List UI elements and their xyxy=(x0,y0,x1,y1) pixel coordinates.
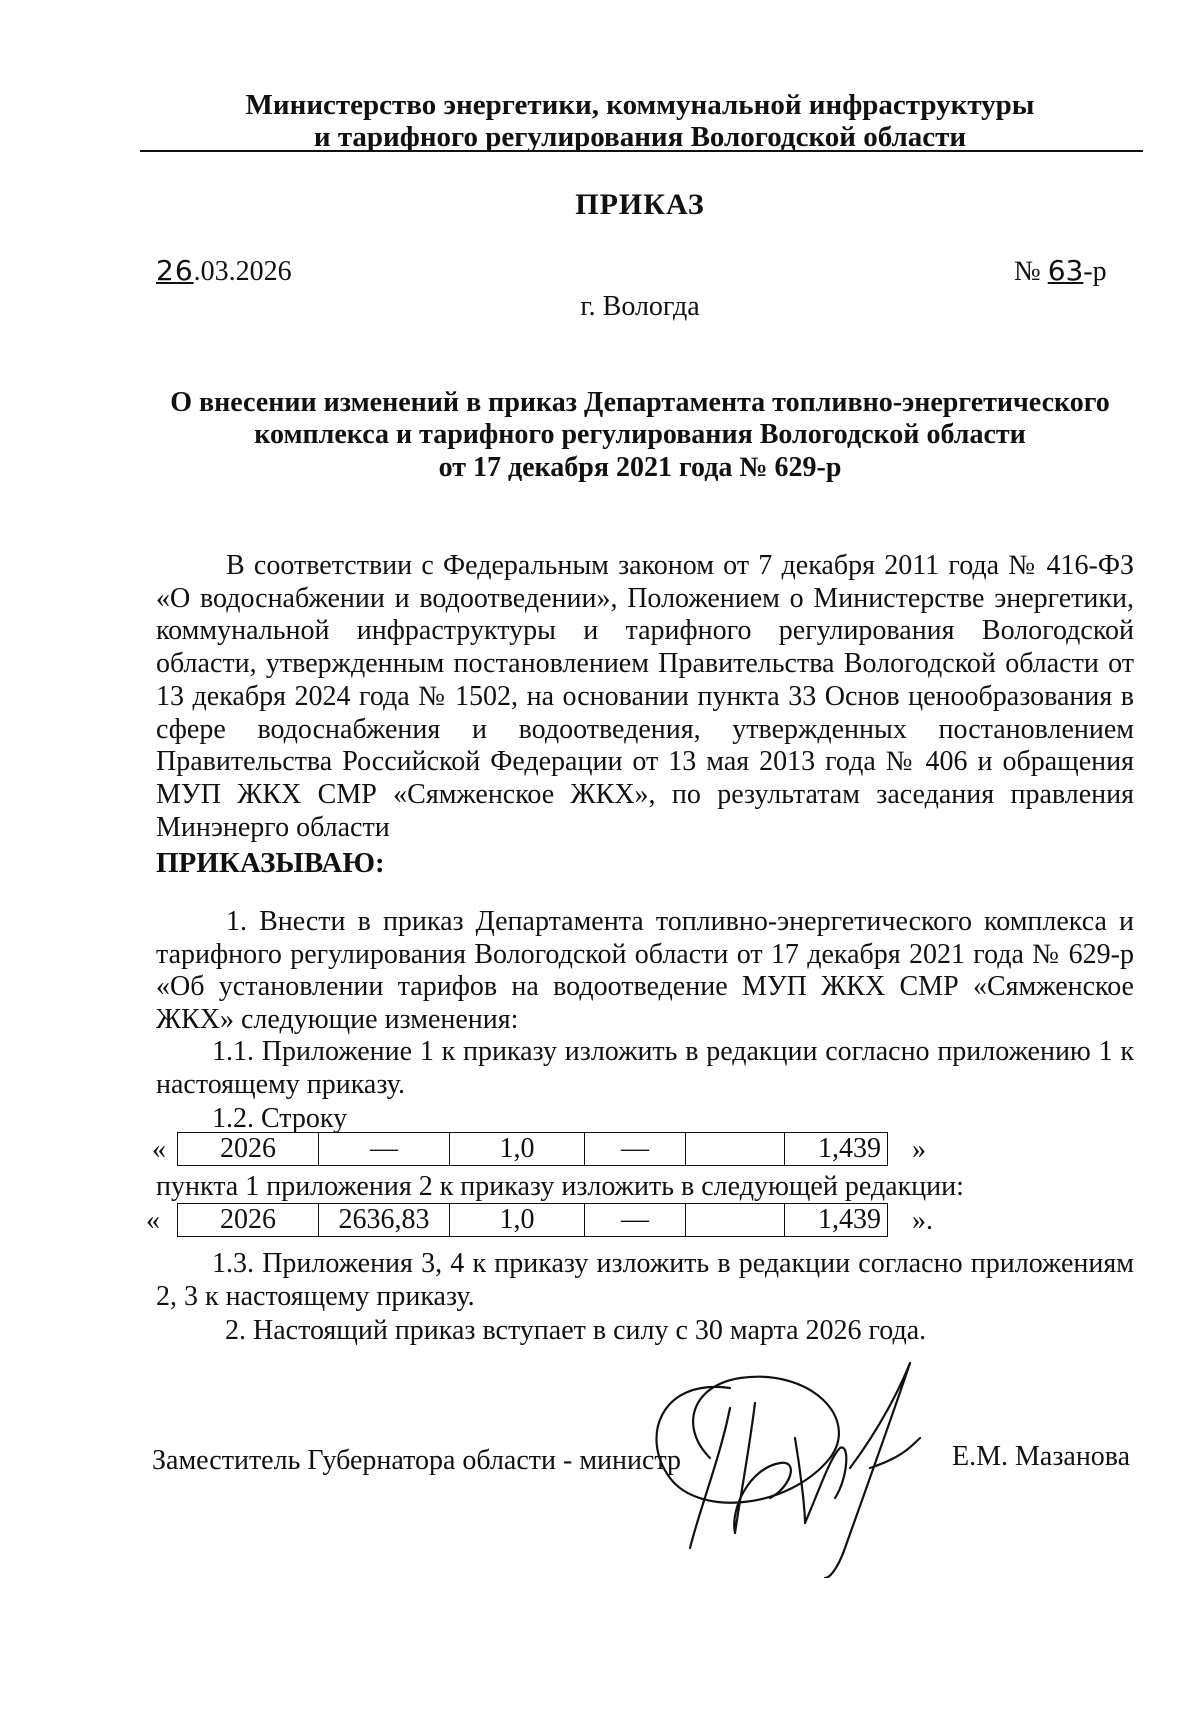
row-new-cell-6: 1,439 xyxy=(785,1204,888,1237)
row-new-open-quote: « xyxy=(146,1205,160,1236)
document-type-title: ПРИКАЗ xyxy=(575,188,705,221)
number-suffix: -р xyxy=(1083,256,1107,287)
signatory-name: Е.М. Мазанова xyxy=(952,1441,1131,1472)
document-number xyxy=(1014,254,1107,288)
row-new-cell-5 xyxy=(686,1204,785,1237)
row-old-cell-5 xyxy=(686,1133,785,1166)
row-old-cell-year: 2026 xyxy=(178,1133,319,1166)
document-date xyxy=(156,254,292,288)
row-new-table xyxy=(177,1203,888,1237)
subject-line1: О внесении изменений в приказ Департамента топливно-энергетического xyxy=(170,387,1110,418)
item-2: 2. Настоящий приказ вступает в силу с 30 марта 2026 года. xyxy=(225,1315,927,1346)
row-old-cell-6: 1,439 xyxy=(785,1133,888,1166)
row-intro-text: пункта 1 приложения 2 к приказу изложить в следующей редакции: xyxy=(156,1171,964,1202)
subject-line3: от 17 декабря 2021 года № 629-р xyxy=(438,452,842,483)
item-1-3: 1.3. Приложения 3, 4 к приказу изложить в редакции согласно приложениям 2, 3 к настоящему приказу. xyxy=(156,1248,1134,1312)
order-word: ПРИКАЗЫВАЮ: xyxy=(156,847,385,879)
row-old-cell-2: — xyxy=(319,1133,450,1166)
row-new-cell-3: 1,0 xyxy=(450,1204,585,1237)
row-new-cell-4: — xyxy=(585,1204,686,1237)
handwritten-signature-icon xyxy=(580,1348,1000,1578)
document-city: г. Вологда xyxy=(580,291,700,322)
number-value-handwritten: 63 xyxy=(1047,254,1084,287)
item-1: 1. Внести в приказ Департамента топливно-энергетического комплекса и тарифного регулирования Вологодской области от 17 декабря 2021 года № 629-р «Об установлении тарифов на водоотведение МУП ЖКХ СМР «Сямженское ЖКХ» следующие изменения: xyxy=(156,906,1134,1036)
row-new-cell-year: 2026 xyxy=(178,1204,319,1237)
row-old-table xyxy=(177,1132,888,1166)
table-row xyxy=(178,1133,888,1166)
row-new-close-quote: ». xyxy=(912,1205,933,1236)
row-old-open-quote: « xyxy=(152,1134,166,1165)
header-divider xyxy=(140,150,1143,152)
row-old-cell-3: 1,0 xyxy=(450,1133,585,1166)
item-1-2: 1.2. Строку xyxy=(212,1103,348,1134)
row-new-cell-2: 2636,83 xyxy=(319,1204,450,1237)
date-rest: .03.2026 xyxy=(193,256,292,287)
table-row xyxy=(178,1204,888,1237)
item-1-1: 1.1. Приложение 1 к приказу изложить в редакции согласно приложению 1 к настоящему приказу. xyxy=(156,1036,1134,1100)
number-prefix: № xyxy=(1014,256,1041,287)
date-day-handwritten: 26 xyxy=(156,254,194,287)
ministry-name-line1: Министерство энергетики, коммунальной инфраструктуры xyxy=(245,89,1035,121)
signatory-position: Заместитель Губернатора области - министр xyxy=(152,1445,681,1476)
preamble-paragraph: В соответствии с Федеральным законом от 7 декабря 2011 года № 416-ФЗ «О водоснабжении и водоотведении», Положением о Министерстве энергетики, коммунальной инфраструктуры и тарифного регулирования Вологодской области, утвержденным постановлением Правительства Вологодской области от 13 декабря 2024 года № 1502, на основании пункта 33 Основ ценообразования в сфере водоснабжения и водоотведения, утвержденных постановлением Правительства Российской Федерации от 13 мая 2013 года № 406 и обращения МУП ЖКХ СМР «Сямженское ЖКХ», по результатам заседания правления Минэнерго области xyxy=(156,550,1134,843)
subject-line2: комплекса и тарифного регулирования Вологодской области xyxy=(254,419,1026,450)
row-old-cell-4: — xyxy=(585,1133,686,1166)
ministry-name-line2: и тарифного регулирования Вологодской области xyxy=(313,121,967,153)
row-old-close-quote: » xyxy=(912,1134,926,1165)
